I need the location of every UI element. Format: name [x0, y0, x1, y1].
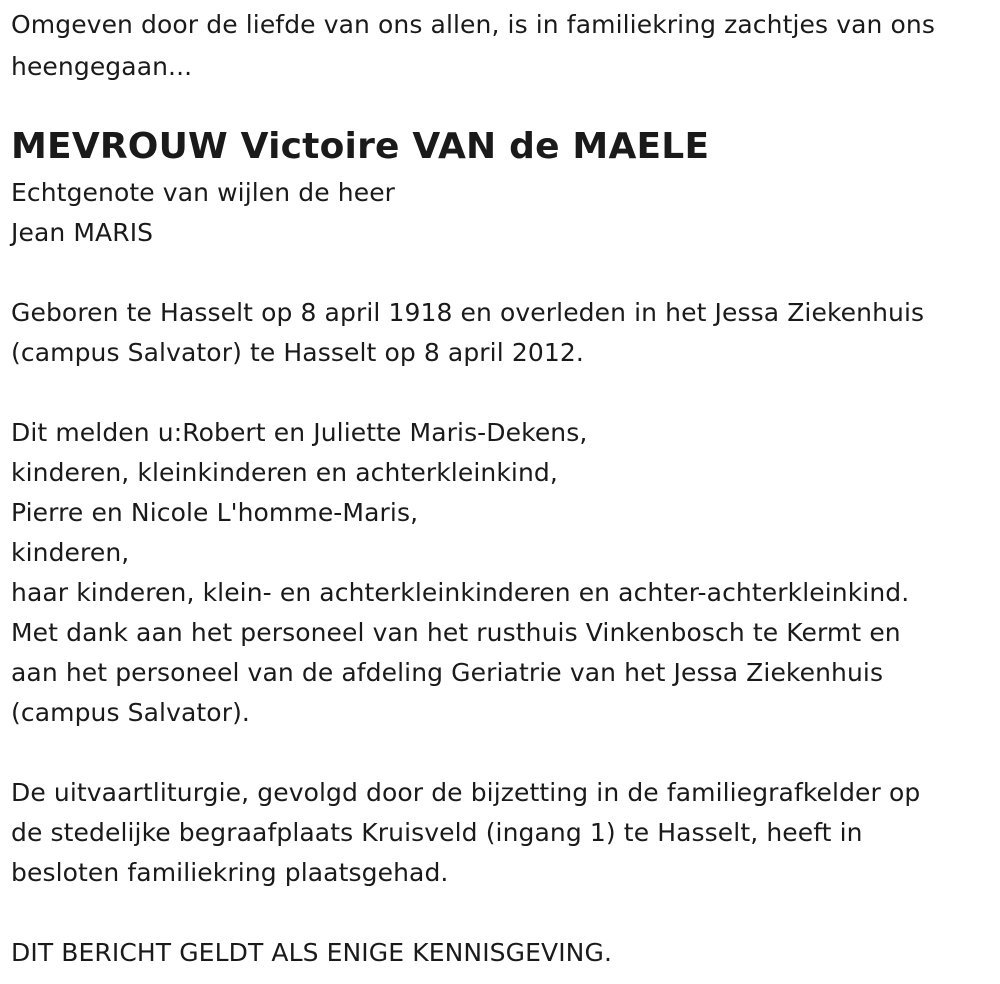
funeral-line-3: besloten familiekring plaatsgehad.: [11, 858, 449, 887]
intro-line-1: Omgeven door de liefde van ons allen, is in familiekring zachtjes van ons: [11, 10, 935, 39]
announcement-line-1: Dit melden u:Robert en Juliette Maris-Dekens,: [11, 418, 588, 447]
deceased-name: MEVROUW Victoire VAN de MAELE: [11, 126, 710, 167]
announcement-line-4: kinderen,: [11, 538, 130, 567]
announcement-line-5: haar kinderen, klein- en achterkleinkinderen en achter-achterkleinkind.: [11, 578, 910, 607]
intro-line-2: heengegaan...: [11, 52, 193, 81]
relation-line-2: Jean MARIS: [11, 218, 154, 247]
announcement-line-2: kinderen, kleinkinderen en achterkleinkind,: [11, 458, 558, 487]
funeral-line-1: De uitvaartliturgie, gevolgd door de bijzetting in de familiegrafkelder op: [11, 778, 921, 807]
announcement-line-7: aan het personeel van de afdeling Geriatrie van het Jessa Ziekenhuis: [11, 658, 884, 687]
funeral-line-2: de stedelijke begraafplaats Kruisveld (ingang 1) te Hasselt, heeft in: [11, 818, 863, 847]
birth-death-line-2: (campus Salvator) te Hasselt op 8 april 2012.: [11, 338, 584, 367]
announcement-line-8: (campus Salvator).: [11, 698, 250, 727]
official-notice: DIT BERICHT GELDT ALS ENIGE KENNISGEVING.: [11, 938, 612, 967]
announcement-line-3: Pierre en Nicole L'homme-Maris,: [11, 498, 419, 527]
announcement-line-6: Met dank aan het personeel van het rusthuis Vinkenbosch te Kermt en: [11, 618, 901, 647]
relation-line-1: Echtgenote van wijlen de heer: [11, 178, 396, 207]
birth-death-line-1: Geboren te Hasselt op 8 april 1918 en overleden in het Jessa Ziekenhuis: [11, 298, 925, 327]
